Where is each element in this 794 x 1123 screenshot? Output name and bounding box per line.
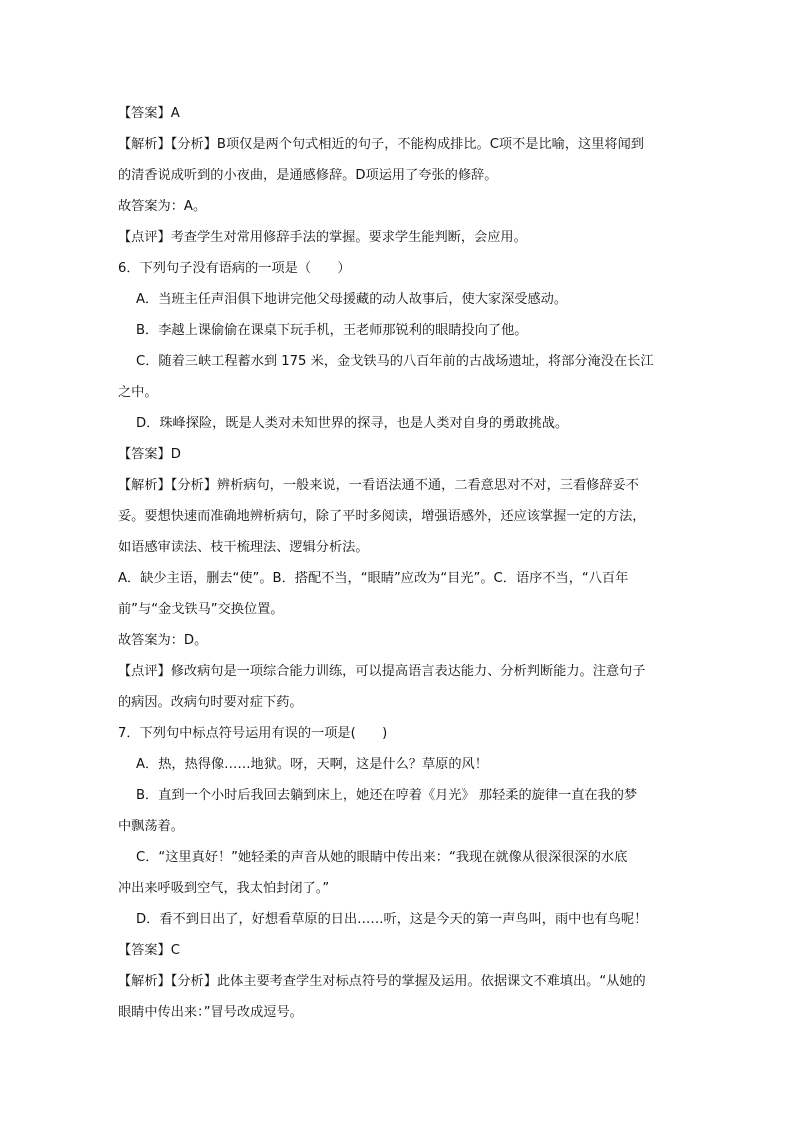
conclusion-line: 故答案为：A。 (118, 199, 207, 214)
document-body (118, 98, 678, 1028)
option-a: A．当班主任声泪俱下地讲完他父母援藏的动人故事后，使大家深受感动。 (136, 292, 568, 307)
analysis-line: 的清香说成听到的小夜曲，是通感修辞。D项运用了夸张的修辞。 (118, 168, 498, 183)
analysis-line: A．缺少主语，删去“使”。B．搭配不当，“眼睛”应改为“目光”。C．语序不当，“八百年 (118, 571, 629, 586)
analysis-line: 前”与“金戈铁马”交换位置。 (118, 602, 284, 617)
question-7: 7．下列句中标点符号运用有误的一项是( ) (118, 726, 388, 741)
comment-line: 【点评】修改病句是一项综合能力训练，可以提高语言表达能力、分析判断能力。注意句子 (118, 664, 646, 679)
comment-line: 的病因。改病句时要对症下药。 (118, 695, 303, 710)
option-b: B．李越上课偷偷在课桌下玩手机，王老师那锐利的眼睛投向了他。 (136, 323, 528, 338)
conclusion-line: 故答案为：D。 (118, 633, 208, 648)
comment-line: 【点评】考查学生对常用修辞手法的掌握。要求学生能判断，会应用。 (118, 230, 527, 245)
option-a: A．热，热得像……地狱。呀，天啊，这是什么？草原的风！ (136, 757, 488, 772)
analysis-line: 妥。要想快速而准确地辨析病句，除了平时多阅读，增强语感外，还应该掌握一定的方法， (118, 509, 646, 524)
question-6: 6．下列句子没有语病的一项是（ ） (118, 261, 351, 276)
option-c: C．“这里真好！”她轻柔的声音从她的眼睛中传出来：“我现在就像从很深很深的水底 (136, 850, 628, 865)
option-c-continued: 冲出来呼吸到空气，我太怕封闭了。” (118, 881, 330, 896)
option-b: B．直到一个小时后我回去躺到床上，她还在哼着《月光》 那轻柔的旋律一直在我的梦 (136, 788, 638, 803)
answer-line: 【答案】C (118, 943, 180, 958)
option-b-continued: 中飘荡着。 (118, 819, 184, 834)
option-d: D．看不到日出了，好想看草原的日出……听，这是今天的第一声鸟叫，雨中也有鸟呢！ (136, 912, 648, 927)
option-c-continued: 之中。 (118, 385, 158, 400)
answer-line: 【答案】A (118, 106, 180, 121)
analysis-line: 如语感审读法、枝干梳理法、逻辑分析法。 (118, 540, 369, 555)
option-d: D．珠峰探险，既是人类对未知世界的探寻，也是人类对自身的勇敢挑战。 (136, 416, 569, 431)
analysis-line: 【解析】【分析】此体主要考查学生对标点符号的掌握及运用。依据课文不难填出。“从她的 (118, 974, 646, 989)
option-c: C．随着三峡工程蓄水到 175 米，金戈铁马的八百年前的古战场遗址，将部分淹没在长江 (136, 354, 654, 369)
analysis-line: 眼睛中传出来：”冒号改成逗号。 (118, 1005, 303, 1020)
analysis-line: 【解析】【分析】B项仅是两个句式相近的句子，不能构成排比。C项不是比喻，这里将闻到 (118, 137, 644, 152)
analysis-line: 【解析】【分析】辨析病句，一般来说，一看语法通不通，二看意思对不对，三看修辞妥不 (118, 478, 639, 493)
answer-line: 【答案】D (118, 447, 181, 462)
